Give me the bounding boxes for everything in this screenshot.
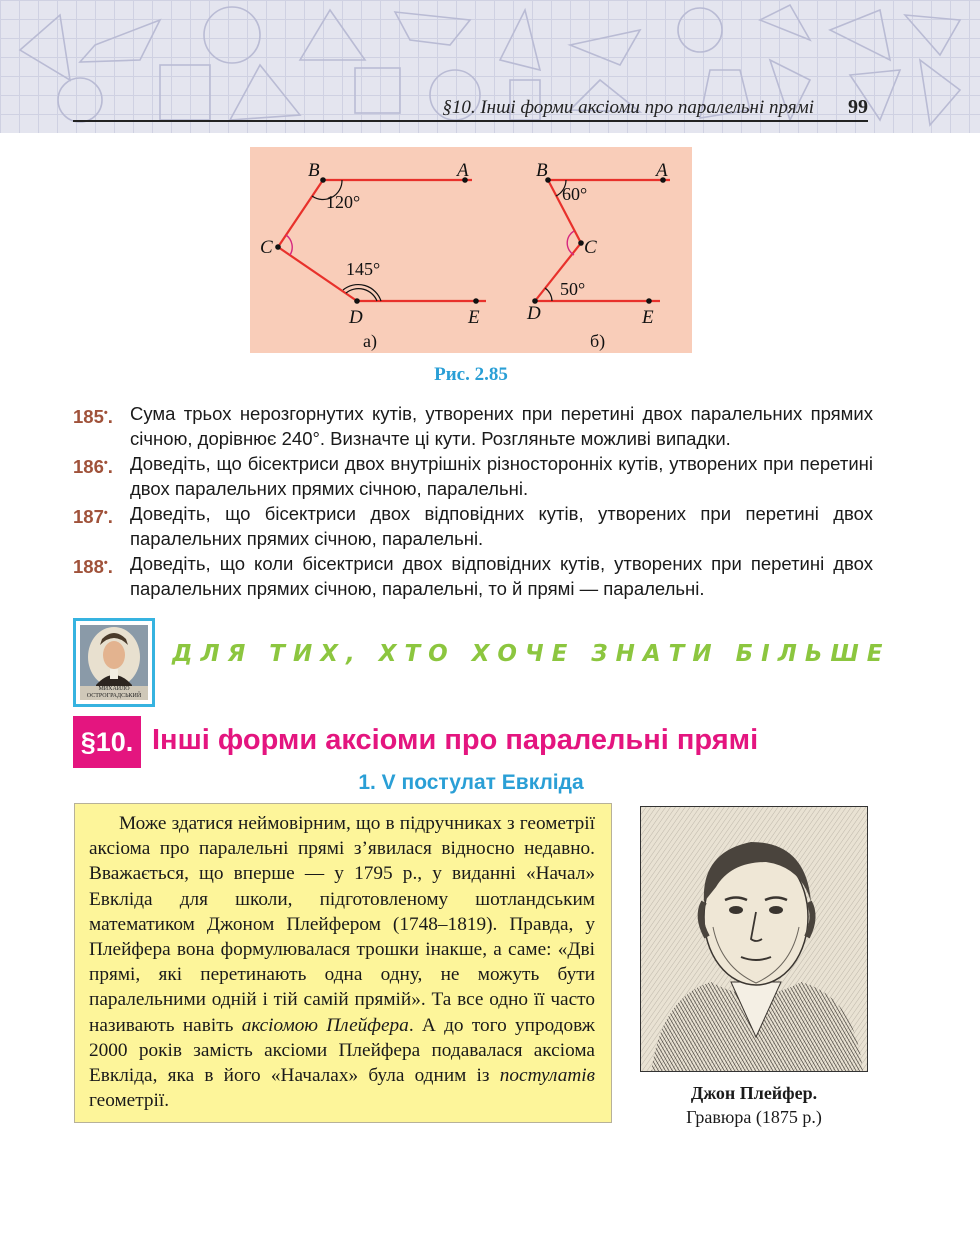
angle-label: 60°: [562, 184, 588, 204]
exercise-text: Сума трьох нерозгорнутих кутів, утворених при перетині двох паралельних прямих січною, дорівнює 240°. Визначте ці кути. Розгляньте можливі випадки.: [130, 403, 873, 449]
point-label-c: C: [584, 237, 597, 258]
diagram-b: [532, 177, 670, 304]
history-textbox: [74, 803, 612, 1123]
portrait-caption: МИХАЙЛО ОСТРОГРАДСЬКИЙ: [80, 686, 148, 700]
exercise-188: [73, 551, 873, 601]
exercise-number: 186•.: [73, 456, 113, 478]
exercise-number: 187•.: [73, 506, 113, 528]
running-title: §10. Інші форми аксіоми про паралельні прямі: [442, 97, 814, 118]
playfair-engraving: [640, 806, 868, 1072]
angle-label: 50°: [560, 279, 586, 299]
engraving-caption-detail: Гравюра (1875 р.): [686, 1107, 822, 1127]
page-header: [0, 0, 980, 133]
angle-label: 120°: [326, 192, 361, 212]
point-label-a: A: [656, 160, 668, 181]
exercise-number: 185•.: [73, 406, 113, 428]
point-label-b: B: [536, 160, 548, 181]
diagram-a: [275, 177, 486, 304]
engraving-caption-name: Джон Плейфер.: [690, 1083, 818, 1103]
exercise-list: [73, 401, 873, 601]
point-label-b: B: [308, 160, 320, 181]
section-number-badge: §10.: [73, 716, 141, 768]
sublabel-b: б): [590, 331, 606, 351]
exercise-text: Доведіть, що бісектриси двох відповідних кутів, утворених при перетині двох паралельних прямих січною, паралельні.: [130, 503, 873, 549]
point-label-e: E: [642, 307, 654, 328]
point-label-d: D: [527, 303, 541, 324]
history-paragraph: Може здатися неймовірним, що в підручниках з геометрії аксіома про паралельні прямі з’явилася відносно недавно. Вважається, що вперше — у 1795 р., у виданні «Начал» Евкліда для школи, підготовленому шотландським математиком Джоном Плейфером (1748–1819). Правда, у Плейфера вона формулювалася трошки інакше, а саме: «Дві прямі, які перетинають одна одну, не можуть бути паралельними одній і тій самій прямій». Та все одно її часто називають навіть аксіомою Плейфера. А до того упродовж 2000 років замість аксіоми Плейфера подавалася аксіома Евкліда, яка в його «Началах» була одним із постулатів геометрії.: [89, 813, 595, 1112]
page-number: 99: [848, 96, 868, 118]
ostrogradsky-portrait: [73, 618, 155, 707]
section-title: Інші форми аксіоми про паралельні прямі: [152, 724, 759, 756]
point-label-a: A: [457, 160, 469, 181]
figure-2-85: [250, 147, 692, 353]
exercise-text: Доведіть, що бісектриси двох внутрішніх різносторонніх кутів, утворених при перетині двох паралельних прямих січною, паралельні.: [130, 453, 873, 499]
exercise-number: 188•.: [73, 556, 113, 578]
portrait-image: [80, 625, 148, 700]
header-rule: [73, 120, 868, 122]
engraving-image: [641, 807, 868, 1072]
know-more-heading: ДЛЯ ТИХ, ХТО ХОЧЕ ЗНАТИ БІЛЬШЕ: [172, 641, 891, 667]
figure-caption: Рис. 2.85: [434, 364, 508, 385]
point-label-c: C: [260, 237, 273, 258]
exercise-185: [73, 401, 873, 451]
point-label-d: D: [349, 307, 363, 328]
exercise-text: Доведіть, що коли бісектриси двох відповідних кутів, утворених при перетині двох паралельних прямих січною, паралельні, то й прямі — паралельні.: [130, 553, 873, 599]
exercise-186: [73, 451, 873, 501]
exercise-187: [73, 501, 873, 551]
geometry-diagram: [250, 147, 692, 353]
point-label-e: E: [468, 307, 480, 328]
angle-label: 145°: [346, 259, 381, 279]
subsection-title: 1. V постулат Евкліда: [358, 771, 584, 794]
sublabel-a: а): [363, 331, 377, 351]
